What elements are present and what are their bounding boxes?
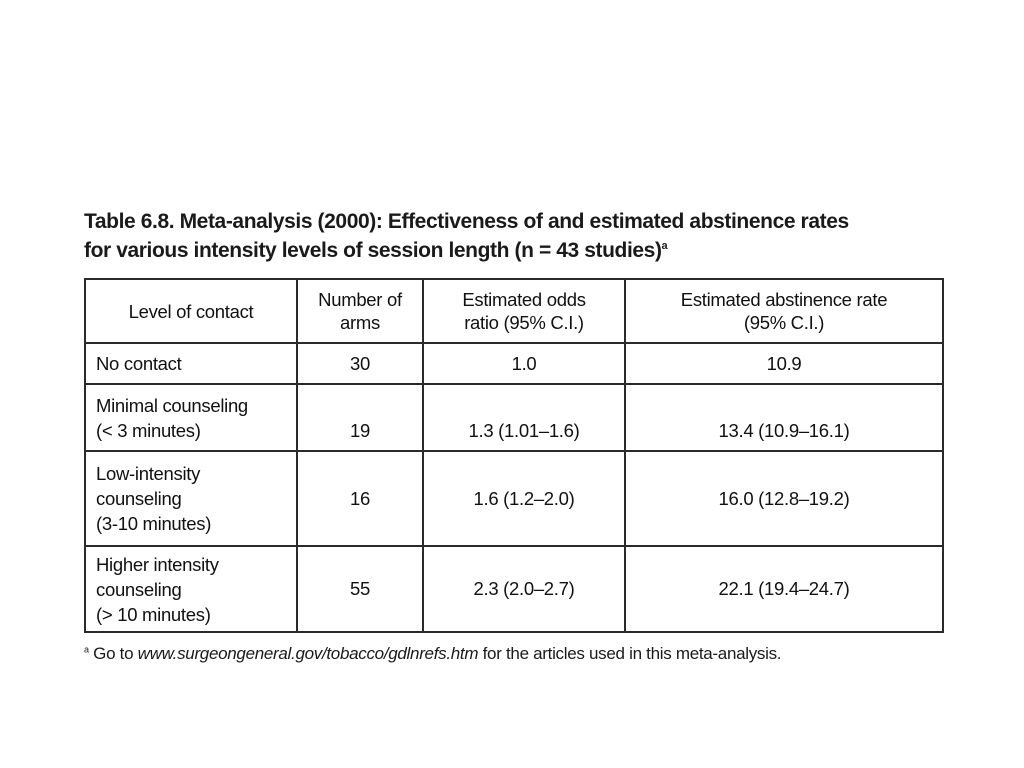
level-of-contact-line: No contact xyxy=(96,353,182,374)
table-footnote xyxy=(84,644,964,664)
footnote-prefix: Go to xyxy=(93,644,138,663)
number-of-arms-cell: 30 xyxy=(297,343,423,384)
header-row xyxy=(85,279,943,343)
footnote-suffix: for the articles used in this meta-analysis. xyxy=(478,644,782,663)
table-row xyxy=(85,343,943,384)
level-of-contact-cell xyxy=(85,384,297,451)
level-of-contact-cell xyxy=(85,546,297,632)
level-of-contact-cell xyxy=(85,451,297,546)
number-of-arms-cell: 55 xyxy=(297,546,423,632)
level-of-contact-line: (3-10 minutes) xyxy=(96,513,212,534)
table-row xyxy=(85,384,943,451)
table-title xyxy=(84,209,944,263)
level-of-contact-line: (> 10 minutes) xyxy=(96,603,211,625)
abstinence-rate-cell: 10.9 xyxy=(625,343,943,384)
abstinence-rate-cell: 13.4 (10.9–16.1) xyxy=(625,384,943,451)
table-row xyxy=(85,451,943,546)
header-number-of-arms-line-2: arms xyxy=(340,312,380,333)
header-abstinence-rate xyxy=(625,279,943,343)
abstinence-rate-cell: 16.0 (12.8–19.2) xyxy=(625,451,943,546)
number-of-arms-cell: 16 xyxy=(297,451,423,546)
header-abstinence-rate-line-2: (95% C.I.) xyxy=(743,312,825,333)
odds-ratio-cell: 1.6 (1.2–2.0) xyxy=(423,451,625,546)
header-odds-ratio-line-2: ratio (95% C.I.) xyxy=(464,312,584,333)
level-of-contact-line: counseling xyxy=(96,488,182,509)
number-of-arms-cell: 19 xyxy=(297,384,423,451)
level-of-contact-line: Low-intensity xyxy=(96,463,201,484)
level-of-contact-line: (< 3 minutes) xyxy=(96,419,201,441)
footnote-url: www.surgeongeneral.gov/tobacco/gdlnrefs.htm xyxy=(137,644,479,663)
abstinence-rate-cell: 22.1 (19.4–24.7) xyxy=(625,546,943,632)
table-title-line-1: Table 6.8. Meta-analysis (2000): Effectiveness of and estimated abstinence rates xyxy=(84,210,849,233)
table-row xyxy=(85,546,943,632)
level-of-contact-line: Minimal counseling xyxy=(96,394,248,416)
header-level-of-contact xyxy=(85,279,297,343)
odds-ratio-cell: 1.0 xyxy=(423,343,625,384)
header-number-of-arms xyxy=(297,279,423,343)
level-of-contact-cell xyxy=(85,343,297,384)
header-odds-ratio xyxy=(423,279,625,343)
header-abstinence-rate-line-1: Estimated abstinence rate xyxy=(680,289,888,310)
title-footnote-marker: a xyxy=(661,240,668,252)
footnote-marker: a xyxy=(84,644,89,655)
header-odds-ratio-line-1: Estimated odds xyxy=(462,289,586,310)
table-title-line-2: for various intensity levels of session length (n = 43 studies) xyxy=(84,239,662,262)
level-of-contact-line: counseling xyxy=(96,578,182,600)
odds-ratio-cell: 2.3 (2.0–2.7) xyxy=(423,546,625,632)
odds-ratio-cell: 1.3 (1.01–1.6) xyxy=(423,384,625,451)
level-of-contact-line: Higher intensity xyxy=(96,553,219,575)
header-number-of-arms-line-1: Number of xyxy=(318,289,402,310)
header-level-of-contact-text: Level of contact xyxy=(128,300,254,322)
meta-analysis-table xyxy=(84,278,944,633)
